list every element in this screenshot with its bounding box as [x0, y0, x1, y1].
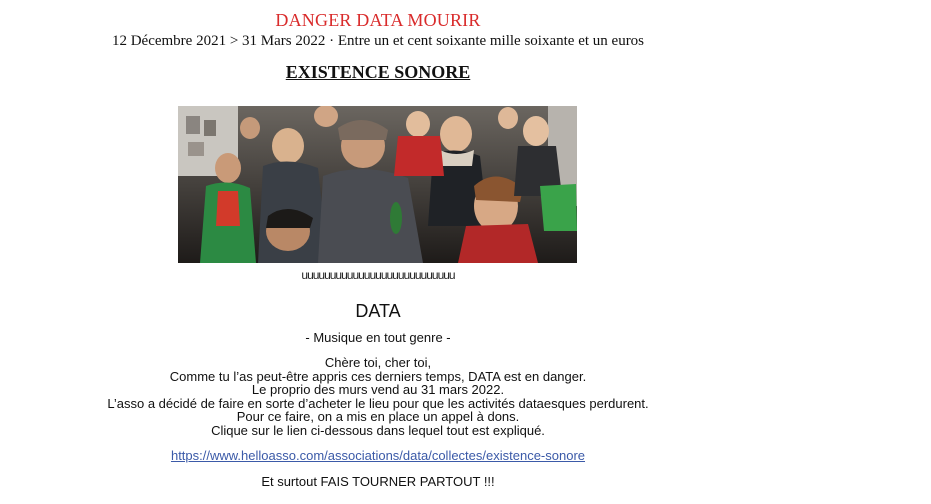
section-heading: DATA — [355, 301, 401, 321]
message-body — [78, 356, 678, 437]
message-line: Le proprio des murs vend au 31 mars 2022. — [251, 382, 505, 397]
message-line: Pour ce faire, on a mis en place un appel à dons. — [236, 409, 520, 424]
event-title: DANGER DATA MOURIR — [275, 10, 481, 30]
separator-line: uuuuuuuuuuuuuuuuuuuuuuuuuuu — [301, 268, 455, 282]
message-line: Comme tu l’as peut-être appris ces derniers temps, DATA est en danger. — [169, 368, 587, 384]
message-line: L’asso a décidé de faire en sorte d’acheter le lieu pour que les activités dataesques perdurent. — [107, 395, 649, 411]
donation-link[interactable]: https://www.helloasso.com/associations/data/collectes/existence-sonore — [170, 448, 586, 463]
event-dates: 12 Décembre 2021 > 31 Mars 2022 · Entre un et cent soixante mille soixante et un euros — [111, 33, 645, 49]
section-tagline: - Musique en tout genre - — [305, 330, 451, 345]
closing-message: Et surtout FAIS TOURNER PARTOUT !!! — [261, 474, 495, 489]
donation-link-container — [78, 448, 678, 463]
message-line: Clique sur le lien ci-dessous dans lequel tout est expliqué. — [211, 422, 545, 438]
crowd-photo — [178, 106, 577, 263]
message-line: Chère toi, cher toi, — [324, 355, 432, 370]
event-subtitle: EXISTENCE SONORE — [285, 62, 471, 82]
